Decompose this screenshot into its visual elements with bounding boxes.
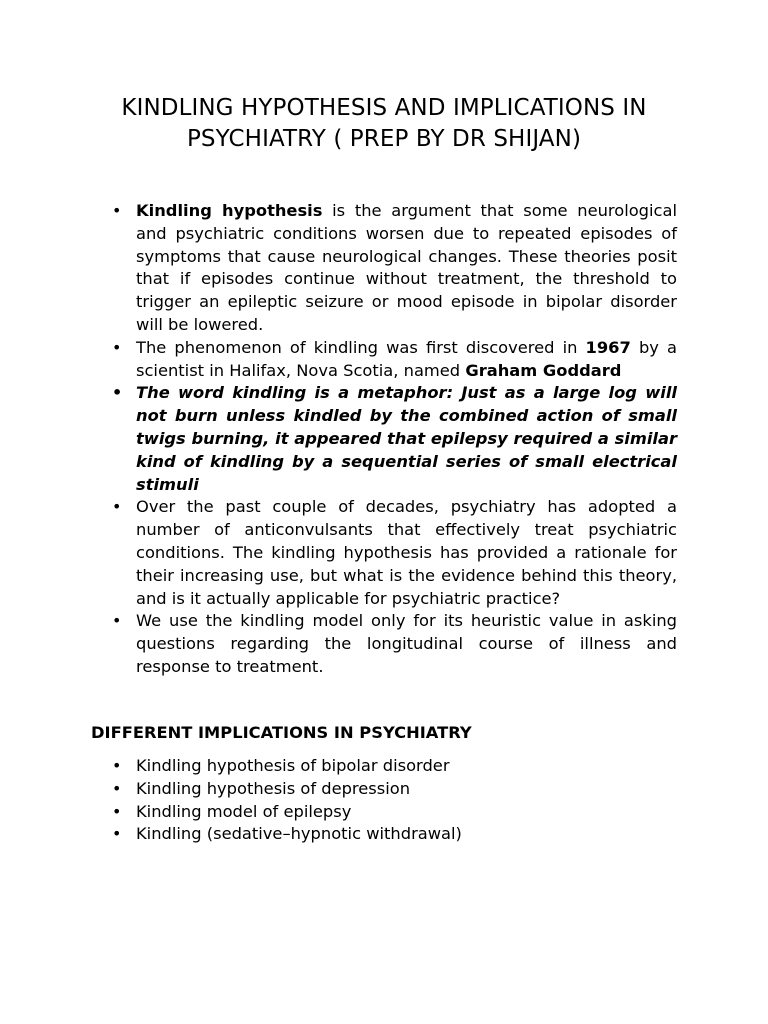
discovery-text-mid: by a scientist in Halifax, Nova Scotia, named: [136, 337, 677, 380]
intro-bullet-list: [0, 200, 768, 679]
bullet-marker: •: [112, 801, 122, 821]
title-line-2: PSYCHIATRY ( PREP BY DR SHIJAN): [186, 126, 582, 152]
list-item: [0, 778, 677, 801]
list-item: [0, 382, 677, 496]
metaphor-text: The word kindling is a metaphor: Just as a large log will not burn unless kindled by the combined action of small twigs burning, it appeared that epilepsy required a similar kind of kindling by a sequential series of small electrical stimuli: [136, 383, 677, 494]
implication-text: Kindling hypothesis of depression: [136, 778, 411, 798]
bullet-text: [136, 337, 677, 383]
bullet-text: [136, 200, 677, 337]
scientist-name: Graham Goddard: [465, 360, 622, 380]
bullet-marker: •: [112, 611, 122, 631]
title-line-1: KINDLING HYPOTHESIS AND IMPLICATIONS IN: [121, 95, 647, 121]
implication-text: Kindling hypothesis of bipolar disorder: [136, 756, 450, 775]
bullet-marker: •: [112, 756, 122, 775]
list-item: [0, 610, 677, 678]
section-heading: DIFFERENT IMPLICATIONS IN PSYCHIATRY: [91, 723, 472, 742]
bullet-marker: •: [112, 201, 122, 220]
discovery-year: 1967: [585, 337, 631, 357]
list-item: [0, 755, 677, 778]
bullet-marker: •: [112, 497, 122, 517]
implication-text: Kindling model of epilepsy: [136, 801, 352, 821]
list-item: [0, 337, 677, 383]
bullet-text: We use the kindling model only for its heuristic value in asking questions regarding the longitudinal course of illness and response to treatment.: [136, 611, 677, 676]
discovery-text-pre: The phenomenon of kindling was first discovered in: [136, 337, 586, 357]
bullet-marker: •: [112, 824, 122, 844]
list-item: [0, 823, 677, 846]
bullet-marker: •: [112, 337, 122, 357]
page-title: [60, 93, 708, 155]
list-item: [0, 200, 677, 337]
bullet-marker: •: [112, 778, 122, 798]
implications-list: [0, 755, 768, 846]
term-kindling-hypothesis: Kindling hypothesis: [136, 201, 323, 220]
list-item: [0, 801, 677, 824]
bullet-marker: •: [112, 383, 123, 403]
implication-text: Kindling (sedative–hypnotic withdrawal): [136, 824, 462, 844]
definition-text: is the argument that some neurological and psychiatric conditions worsen due to repeated episodes of symptoms that cause neurological changes. These theories posit that if episodes continue without treatment, the threshold to trigger an epileptic seizure or mood episode in bipolar disorder will be lowered.: [136, 201, 677, 334]
list-item: [0, 496, 677, 610]
bullet-text: Over the past couple of decades, psychiatry has adopted a number of anticonvulsants that effectively treat psychiatric conditions. The kindling hypothesis has provided a rationale for their increasing use, but what is the evidence behind this theory, and is it actually applicable for psychiatric practice?: [136, 497, 677, 608]
